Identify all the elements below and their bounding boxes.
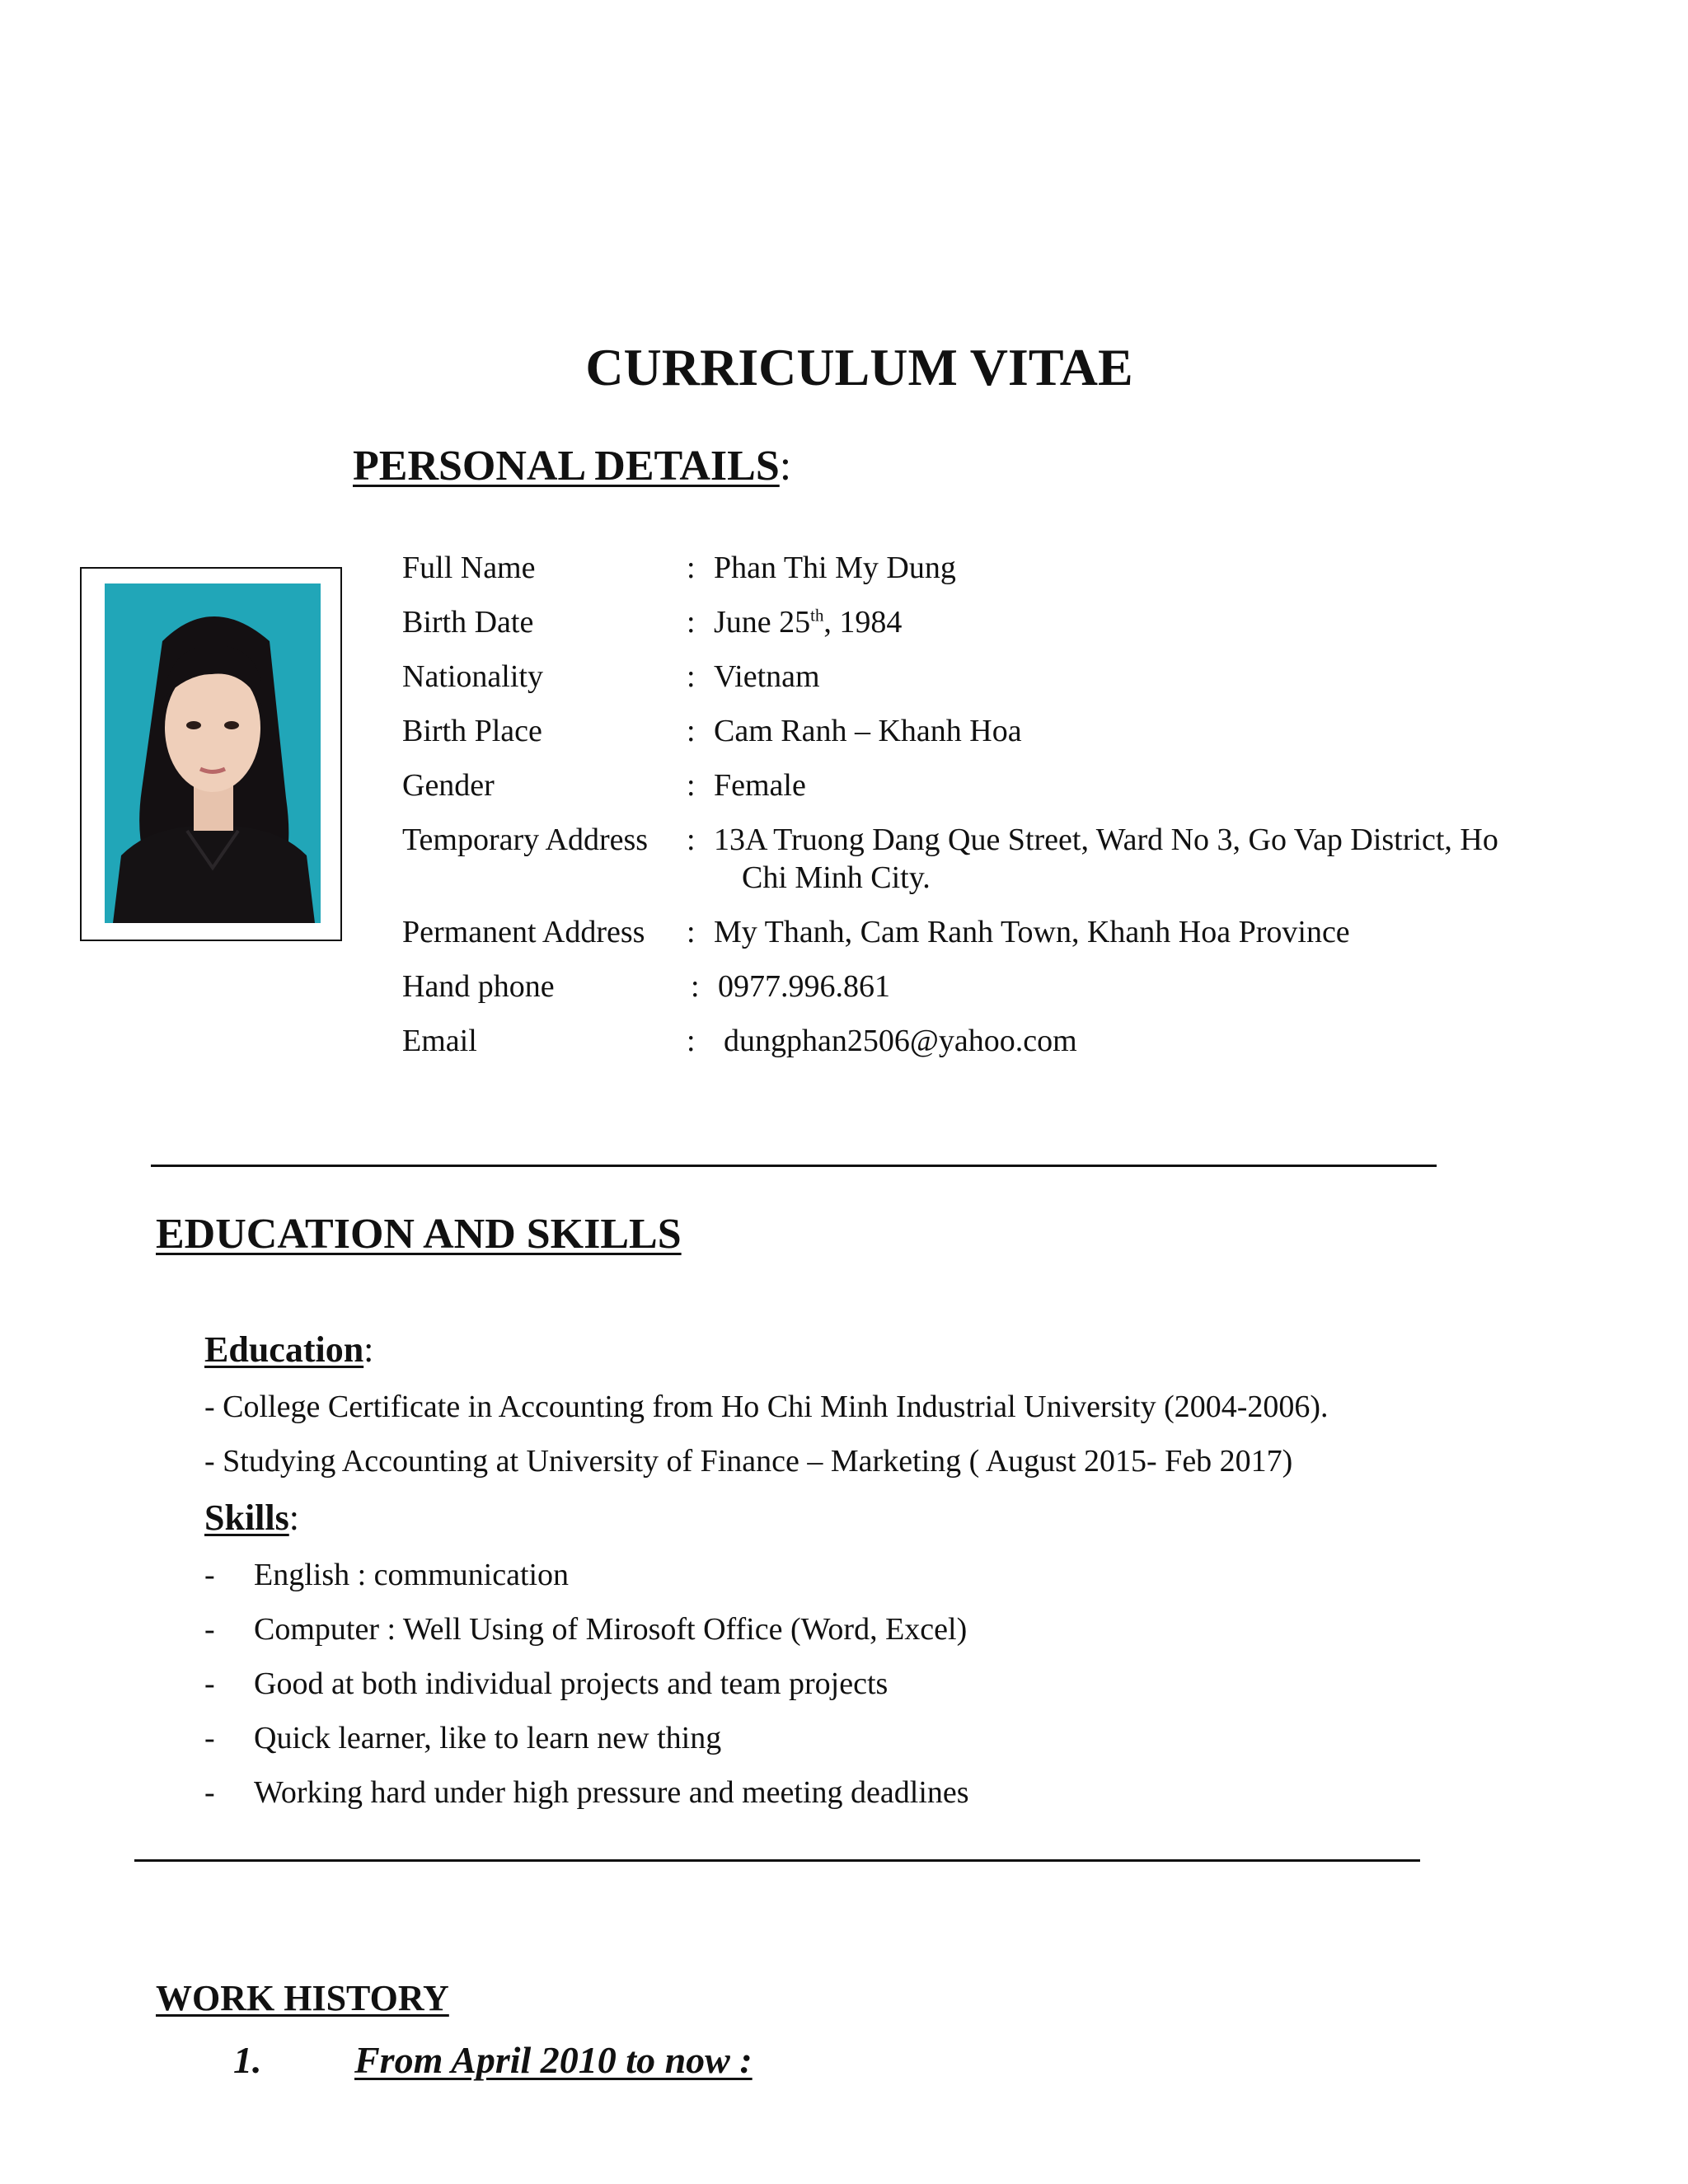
document-title: CURRICULUM VITAE	[585, 338, 1133, 396]
gender-value: Female	[714, 768, 806, 803]
work-item-number: 1.	[233, 2039, 262, 2081]
education-heading-text: Education	[204, 1329, 364, 1370]
birth-date-label: Birth Date	[402, 605, 534, 640]
hand-phone-value: 0977.996.861	[718, 969, 890, 1004]
temporary-address-value: 13A Truong Dang Que Street, Ward No 3, Go Vap District, Ho	[714, 823, 1498, 857]
section-divider	[134, 1859, 1420, 1862]
skill-item: Computer : Well Using of Mirosoft Office (Word, Excel)	[254, 1612, 968, 1647]
skills-heading	[204, 1497, 299, 1538]
skill-item: English : communication	[254, 1558, 570, 1592]
gender-separator: :	[687, 768, 696, 803]
permanent-address-label: Permanent Address	[402, 915, 645, 949]
skill-bullet: -	[204, 1666, 215, 1701]
temporary-address-separator: :	[687, 823, 696, 857]
full-name-label: Full Name	[402, 551, 536, 585]
email-value: dungphan2506@yahoo.com	[724, 1024, 1077, 1058]
skill-bullet: -	[204, 1775, 215, 1810]
skill-item: Quick learner, like to learn new thing	[254, 1721, 722, 1755]
birth-date-ordinal: th	[810, 605, 824, 626]
work-item-period	[354, 2041, 753, 2079]
nationality-value: Vietnam	[714, 659, 820, 694]
birth-date-year: , 1984	[823, 605, 903, 640]
temporary-address-value-line2: Chi Minh City.	[742, 860, 931, 895]
work-history-heading	[156, 1980, 449, 2017]
portrait-illustration	[105, 583, 321, 923]
hand-phone-label: Hand phone	[402, 969, 555, 1004]
skill-item: Good at both individual projects and team projects	[254, 1666, 889, 1701]
personal-details-heading	[353, 445, 791, 488]
education-skills-heading-text: EDUCATION AND SKILLS	[156, 1211, 682, 1258]
personal-details-heading-colon: :	[779, 443, 792, 490]
work-history-heading-text: WORK HISTORY	[156, 1978, 449, 2018]
personal-details-heading-text: PERSONAL DETAILS	[353, 443, 780, 490]
work-item-period-text: From April 2010 to now :	[354, 2039, 753, 2081]
education-skills-heading	[156, 1213, 682, 1256]
full-name-value: Phan Thi My Dung	[714, 551, 956, 585]
profile-photo-frame	[80, 567, 342, 941]
email-label: Email	[402, 1024, 477, 1058]
birth-date-separator: :	[687, 605, 696, 640]
skill-bullet: -	[204, 1612, 215, 1647]
gender-label: Gender	[402, 768, 495, 803]
skill-item: Working hard under high pressure and meeting deadlines	[254, 1775, 969, 1810]
temporary-address-label: Temporary Address	[402, 823, 649, 857]
skill-bullet: -	[204, 1558, 215, 1592]
education-heading	[204, 1329, 374, 1370]
permanent-address-separator: :	[687, 915, 696, 949]
birth-place-value: Cam Ranh – Khanh Hoa	[714, 714, 1022, 748]
nationality-separator: :	[687, 659, 696, 694]
skill-bullet: -	[204, 1721, 215, 1755]
education-heading-colon: :	[363, 1329, 374, 1370]
hand-phone-separator: :	[691, 969, 700, 1004]
skills-heading-colon: :	[288, 1497, 299, 1538]
education-item: - College Certificate in Accounting from Ho Chi Minh Industrial University (2004-2006).	[204, 1390, 1329, 1424]
full-name-separator: :	[687, 551, 696, 585]
nationality-label: Nationality	[402, 659, 543, 694]
birth-date-value	[714, 607, 902, 638]
permanent-address-value: My Thanh, Cam Ranh Town, Khanh Hoa Province	[714, 915, 1350, 949]
education-item: - Studying Accounting at University of Finance – Marketing ( August 2015- Feb 2017)	[204, 1444, 1293, 1479]
section-divider	[151, 1165, 1437, 1167]
skills-heading-text: Skills	[204, 1497, 289, 1538]
profile-photo	[105, 583, 321, 923]
birth-place-separator: :	[687, 714, 696, 748]
birth-date-day: June 25	[714, 605, 811, 640]
email-separator: :	[687, 1024, 696, 1058]
birth-place-label: Birth Place	[402, 714, 542, 748]
